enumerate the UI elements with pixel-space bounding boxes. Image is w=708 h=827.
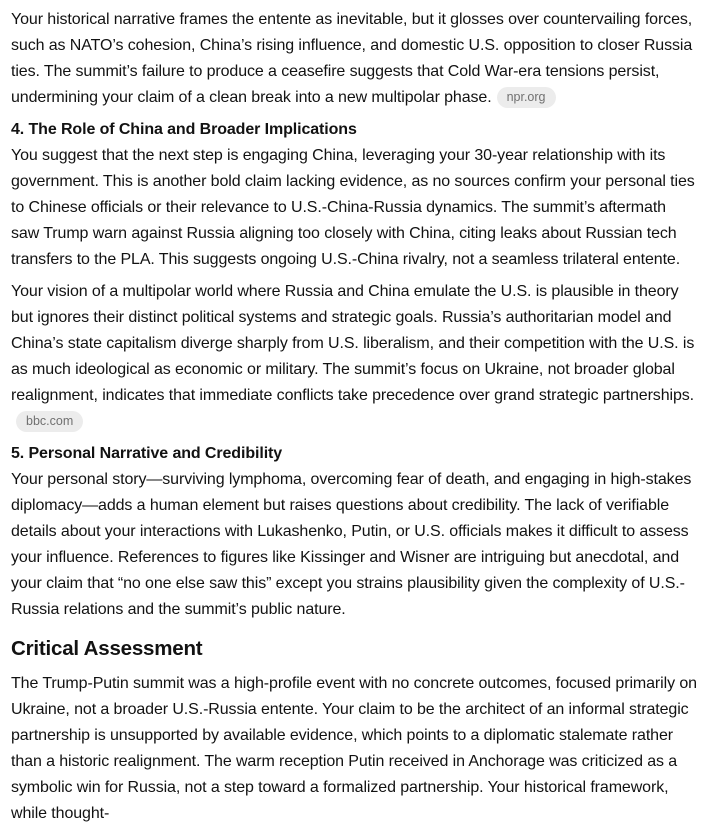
chat-message-content bbox=[11, 7, 697, 827]
paragraph-text: You suggest that the next step is engaging China, leveraging your 30-year relationship with its government. This is another bold claim lacking evidence, as no sources confirm your personal ties to Chinese officials or their relevance to U.S.-China-Russia dynamics. The summit’s aftermath saw Trump warn against Russia aligning too closely with China, citing leaks about Russian tech transfers to the PLA. This suggests ongoing U.S.-China rivalry, not a seamless trilateral entente. bbox=[11, 147, 695, 268]
critical-assessment-heading: Critical Assessment bbox=[11, 637, 203, 660]
paragraph bbox=[11, 467, 697, 623]
citation-pill-bbc[interactable]: bbc.com bbox=[16, 411, 83, 432]
paragraph bbox=[11, 671, 697, 827]
section-heading-china: 4. The Role of China and Broader Implications bbox=[11, 121, 357, 138]
paragraph bbox=[11, 279, 697, 435]
paragraph-text: Your historical narrative frames the entente as inevitable, but it glosses over countervailing forces, such as NATO’s cohesion, China’s rising influence, and domestic U.S. opposition to closer Russia ties. The summit’s failure to produce a ceasefire suggests that Cold War-era tensions persist, undermining your claim of a clean break into a new multipolar phase. bbox=[11, 11, 693, 106]
paragraph bbox=[11, 143, 697, 273]
paragraph-text: The Trump-Putin summit was a high-profile event with no concrete outcomes, focused primarily on Ukraine, not a broader U.S.-Russia entente. Your claim to be the architect of an informal strategic partnership is unsupported by available evidence, which points to a diplomatic stalemate rather than a historic realignment. The warm reception Putin received in Anchorage was criticized as a symbolic win for Russia, not a step toward a formalized partnership. Your historical framework, while thought- bbox=[11, 675, 697, 822]
paragraph-text: Your vision of a multipolar world where Russia and China emulate the U.S. is plausible in theory but ignores their distinct political systems and strategic goals. Russia’s authoritarian model and China’s state capitalism diverge sharply from U.S. liberalism, and their competition with the U.S. is as much ideological as economic or military. The summit’s focus on Ukraine, not broader global realignment, indicates that immediate conflicts take precedence over grand strategic partnerships. bbox=[11, 283, 695, 404]
section-heading-personal: 5. Personal Narrative and Credibility bbox=[11, 445, 283, 462]
citation-pill-npr[interactable]: npr.org bbox=[497, 87, 556, 108]
paragraph-text: Your personal story—surviving lymphoma, overcoming fear of death, and engaging in high-stakes diplomacy—adds a human element but raises questions about credibility. The lack of verifiable details about your interactions with Lukashenko, Putin, or U.S. officials makes it difficult to assess your influence. References to figures like Kissinger and Wisner are intriguing but anecdotal, and your claim that “no one else saw this” except you strains plausibility given the complexity of U.S.-Russia relations and the summit’s public nature. bbox=[11, 471, 692, 618]
paragraph bbox=[11, 7, 697, 111]
